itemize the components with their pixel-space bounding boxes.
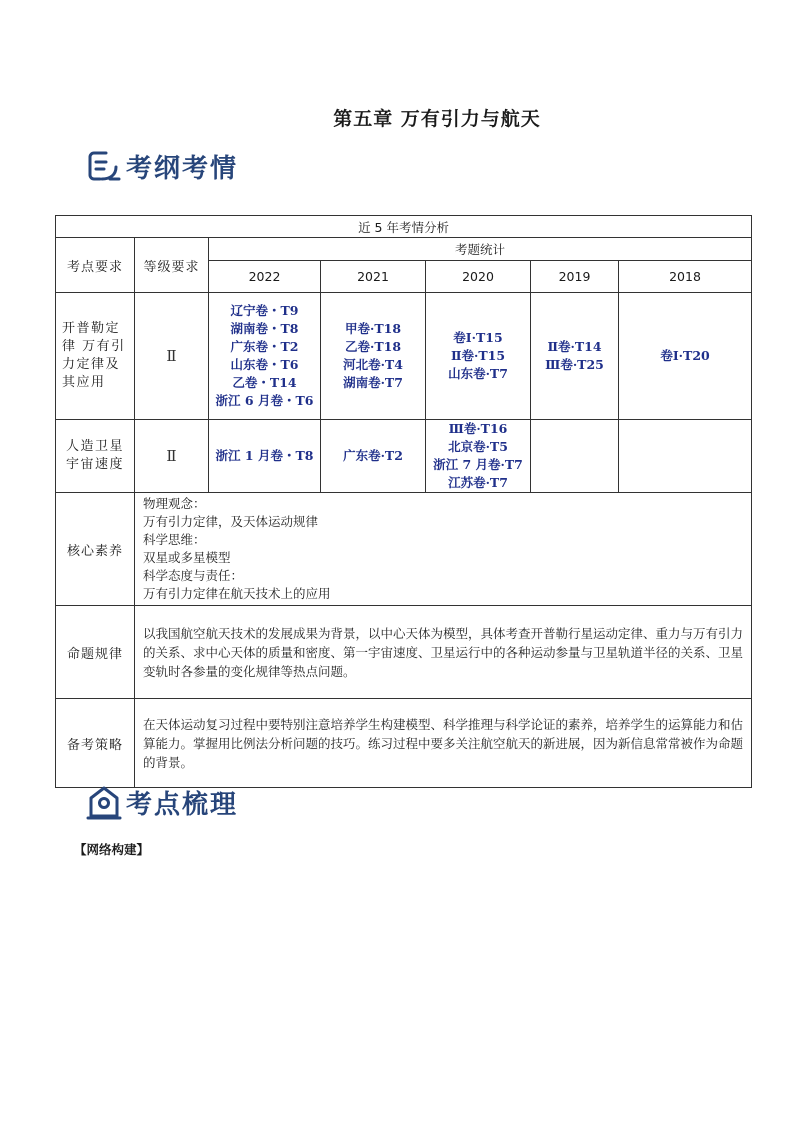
network-label: 【网络构建】: [74, 842, 150, 857]
question-item: 浙江 1 月卷・T8: [215, 448, 314, 463]
questions-2022: [209, 420, 321, 493]
questions-2022: [209, 293, 321, 420]
chapter-title: 第五章 万有引力与航天: [333, 108, 541, 130]
questions-2019: [531, 420, 619, 493]
topic-cell: 人造卫星 宇宙速度: [56, 420, 135, 493]
rule-label: 命题规律: [56, 606, 135, 699]
core-line: 物理观念：: [143, 496, 206, 511]
topic-cell: 开普勒定律 万有引力定律及其应用: [56, 293, 135, 420]
table-row: [56, 420, 752, 493]
questions-2021: [321, 420, 426, 493]
header-topic: 考点要求: [56, 238, 135, 293]
question-item: 江苏卷·T7: [448, 475, 508, 490]
header-year: 2019: [531, 261, 619, 293]
header-stats: 考题统计: [209, 238, 752, 261]
strategy-text: 在天体运动复习过程中要特别注意培养学生构建模型、科学推理与科学论证的素养，培养学生的运算能力和估算能力。掌握用比例法分析问题的技巧。练习过程中要多关注航空航天的新进展，因为新信息常常被作为命题的背景。: [135, 699, 752, 788]
questions-2020: [426, 420, 531, 493]
question-item: 广东卷・T2: [230, 339, 299, 354]
document-list-icon: [86, 149, 122, 185]
table-row: [56, 699, 752, 788]
question-item: 湖南卷・T8: [230, 321, 299, 336]
question-item: 北京卷·T5: [448, 439, 508, 454]
question-item: Ⅲ卷·T16: [448, 421, 508, 436]
header-year: 2022: [209, 261, 321, 293]
exam-analysis-table: [55, 215, 752, 788]
question-item: 甲卷·T18: [344, 321, 402, 336]
question-item: 卷Ⅰ·T15: [453, 330, 503, 345]
section-heading-key-points: [86, 784, 238, 821]
header-year: 2021: [321, 261, 426, 293]
core-literacy-label: 核心素养: [56, 493, 135, 606]
question-item: 山东卷·T7: [448, 366, 508, 381]
heading-exam-outline: 考纲考情: [126, 154, 239, 184]
level-cell: Ⅱ: [135, 293, 209, 420]
heading-key-points: 考点梳理: [126, 790, 239, 820]
question-item: 乙卷・T14: [232, 375, 297, 390]
table-row: [56, 606, 752, 699]
strategy-label: 备考策略: [56, 699, 135, 788]
table-title: 近 5 年考情分析: [56, 216, 752, 238]
question-item: Ⅱ卷·T14: [547, 339, 602, 354]
question-item: Ⅱ卷·T15: [450, 348, 506, 363]
section-heading-exam-outline: [86, 148, 238, 185]
question-item: 湖南卷·T7: [343, 375, 403, 390]
rule-text: 以我国航空航天技术的发展成果为背景，以中心天体为模型，具体考查开普勒行星运动定律、重力与万有引力的关系、求中心天体的质量和密度、第一宇宙速度、卫星运行中的各种运动参量与卫星轨道半径的关系、卫星变轨时各参量的变化规律等热点问题。: [135, 606, 752, 699]
question-item: 浙江 7 月卷·T7: [433, 457, 523, 472]
core-line: 科学态度与责任：: [143, 568, 244, 583]
core-literacy-content: [135, 493, 752, 606]
question-item: Ⅲ卷·T25: [545, 357, 604, 372]
questions-2018: [619, 420, 752, 493]
header-level: 等级要求: [135, 238, 209, 293]
question-item: 乙卷·T18: [344, 339, 402, 354]
question-item: 卷Ⅰ·T20: [660, 348, 710, 363]
core-line: 万有引力定律，及天体运动规律: [143, 514, 319, 529]
question-item: 浙江 6 月卷・T6: [215, 393, 314, 408]
table-row: [56, 293, 752, 420]
questions-2020: [426, 293, 531, 420]
core-line: 万有引力定律在航天技术上的应用: [143, 586, 331, 601]
header-year: 2018: [619, 261, 752, 293]
questions-2021: [321, 293, 426, 420]
question-item: 山东卷・T6: [230, 357, 299, 372]
questions-2018: [619, 293, 752, 420]
header-year: 2020: [426, 261, 531, 293]
core-line: 双星或多星模型: [143, 550, 231, 565]
core-line: 科学思维：: [143, 532, 206, 547]
question-item: 广东卷·T2: [343, 448, 403, 463]
location-pin-icon: [86, 785, 122, 821]
table-row: [56, 493, 752, 606]
question-item: 辽宁卷・T9: [230, 303, 299, 318]
level-cell: Ⅱ: [135, 420, 209, 493]
questions-2019: [531, 293, 619, 420]
question-item: 河北卷·T4: [343, 357, 403, 372]
